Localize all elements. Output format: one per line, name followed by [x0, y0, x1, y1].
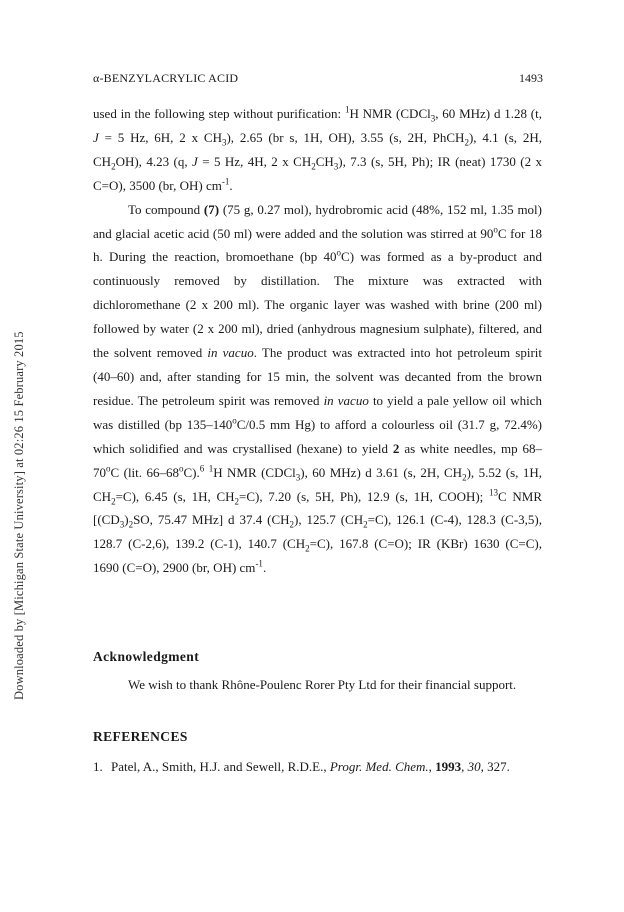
- page-number: 1493: [519, 71, 543, 85]
- paragraph-procedure: To compound (7) (75 g, 0.27 mol), hydrobromic acid (48%, 152 ml, 1.35 mol) and glacial acetic acid (50 ml) were added and the solution was stirred at 90$^o$C for 18 h. During the reaction, bromoethane (bp 40$^o$C) was formed as a by-product and continuously removed by distillation. The mixture was extracted with dichloromethane (2 x 200 ml). The organic layer was washed with brine (200 ml) followed by water (2 x 200 ml), dried (anhydrous magnesium sulphate), filtered, and the solvent removed in vacuo. The product was extracted into hot petroleum spirit (40–60) and, after standing for 15 min, the solvent was decanted from the brown residue. The petroleum spirit was removed in vacuo to yield a pale yellow oil which was distilled (bp 135–140$^o$C/0.5 mm Hg) to afford a colourless oil (31.7 g, 72.4%) which solidified and was crystallised (hexane) to yield 2 as white needles, mp 68–70$^o$C (lit. 66–68$^o$C).$^6$ $^1$H NMR (CDCl$_3$), 60 MHz) d 3.61 (s, 2H, $CH_2$), 5.52 (s, 1H, $CH_2=C$), 6.45 (s, 1H, $CH_2=C$), 7.20 (s, 5H, Ph), 12.9 (s, 1H, COOH); $^{13}$C NMR [$(CD_3)_2SO$, 75.47 MHz] d 37.4 $(CH_2)$, 125.7 $(CH_2=C)$, 126.1 (C-4), 128.3 (C-3,5), 128.7 (C-2,6), 139.2 (C-1), 140.7 $(CH_2=C)$, 167.8 (C=O); IR (KBr) 1630 (C=C), 1690 (C=O), 2900 (br, OH) $cm^{-1}$.: [93, 201, 543, 576]
- acknowledgment-heading: Acknowledgment: [93, 649, 200, 664]
- reference-number: 1.: [93, 759, 103, 774]
- running-head: [93, 71, 543, 89]
- acknowledgment-text: We wish to thank Rhône-Poulenc Rorer Pty Ltd for their financial support.: [128, 677, 517, 692]
- reference-text: Patel, A., Smith, H.J. and Sewell, R.D.E., Progr. Med. Chem., 1993, 30, 327.: [111, 759, 510, 774]
- reference-item: [93, 755, 542, 779]
- paragraph-nmr-data: used in the following step without purification: $^1$H NMR (CDCl$_3$, 60 MHz) d 1.28 (t, J = 5 Hz, 6H, 2 x $CH_3$), 2.65 (br s, 1H, OH), 3.55 (s, 2H, PhCH$_2$), 4.1 (s, 2H, $CH_2OH$), 4.23 (q, J = 5 Hz, 4H, 2 x $CH_2CH_3$), 7.3 (s, 5H, Ph); IR (neat) 1730 (2 x C=O), 3500 (br, OH) $cm^{-1}$.: [93, 104, 543, 193]
- download-watermark: [0, 0, 40, 912]
- body-text: [93, 102, 542, 580]
- references-heading: REFERENCES: [93, 729, 188, 744]
- running-head-title: α-BENZYLACRYLIC ACID: [93, 71, 239, 85]
- download-watermark-text: Downloaded by [Michigan State University] at 02:26 15 February 2015: [12, 331, 26, 700]
